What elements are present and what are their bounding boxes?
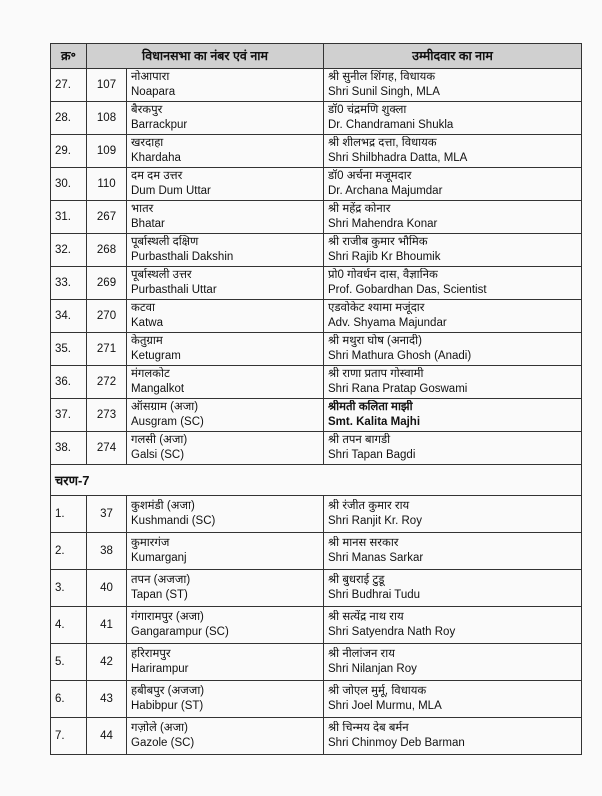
candidate-name: [324, 234, 582, 267]
serial-number: 6.: [51, 681, 87, 718]
serial-number: 3.: [51, 570, 87, 607]
constituency-name: [127, 718, 324, 755]
constituency-name-hindi: कुशमंडी (अजा): [131, 500, 195, 512]
candidate-name: [324, 267, 582, 300]
serial-number: 37.: [51, 399, 87, 432]
candidate-name-hindi: श्री चिन्मय देब बर्मन: [328, 722, 409, 734]
constituency-name: [127, 69, 324, 102]
constituency-name: [127, 267, 324, 300]
candidate-name-hindi: श्री मानस सरकार: [328, 537, 399, 549]
phase-label: चरण-7: [51, 465, 582, 496]
constituency-name: [127, 533, 324, 570]
constituency-number: 109: [87, 135, 127, 168]
candidate-name: [324, 399, 582, 432]
constituency-name-english: Gazole (SC): [131, 737, 195, 749]
candidate-name: [324, 681, 582, 718]
candidate-name-hindi: प्रो0 गोवर्धन दास, वैज्ञानिक: [328, 269, 438, 281]
table-row: [51, 644, 582, 681]
constituency-number: 42: [87, 644, 127, 681]
candidate-name: [324, 201, 582, 234]
candidate-name-english: Adv. Shyama Majundar: [328, 317, 447, 329]
constituency-number: 270: [87, 300, 127, 333]
candidate-name-english: Dr. Chandramani Shukla: [328, 119, 454, 131]
candidate-name-english: Shri Manas Sarkar: [328, 552, 424, 564]
candidate-name-english: Shri Rana Pratap Goswami: [328, 383, 468, 395]
header-serial: क्र॰: [51, 44, 87, 69]
candidate-name: [324, 300, 582, 333]
table-row: [51, 69, 582, 102]
constituency-number: 273: [87, 399, 127, 432]
constituency-name: [127, 366, 324, 399]
constituency-number: 41: [87, 607, 127, 644]
constituency-name-hindi: तपन (अजजा): [131, 574, 191, 586]
constituency-name: [127, 234, 324, 267]
table-row: [51, 496, 582, 533]
candidate-name-english: Shri Chinmoy Deb Barman: [328, 737, 465, 749]
candidate-name: [324, 607, 582, 644]
table-header-row: [51, 44, 582, 69]
constituency-name: [127, 300, 324, 333]
candidate-name-hindi: श्री मथुरा घोष (अनादी): [328, 335, 422, 347]
candidate-name-english: Shri Nilanjan Roy: [328, 663, 417, 675]
constituency-number: 40: [87, 570, 127, 607]
constituency-number: 37: [87, 496, 127, 533]
serial-number: 32.: [51, 234, 87, 267]
table-row: [51, 168, 582, 201]
candidate-name-english: Shri Rajib Kr Bhoumik: [328, 251, 441, 263]
constituency-number: 107: [87, 69, 127, 102]
serial-number: 35.: [51, 333, 87, 366]
table-row: [51, 533, 582, 570]
constituency-number: 267: [87, 201, 127, 234]
candidate-name-english: Shri Ranjit Kr. Roy: [328, 515, 422, 527]
constituency-name-hindi: ऑसग्राम (अजा): [131, 401, 199, 413]
serial-number: 4.: [51, 607, 87, 644]
constituency-number: 269: [87, 267, 127, 300]
constituency-name-english: Kushmandi (SC): [131, 515, 216, 527]
constituency-number: 268: [87, 234, 127, 267]
constituency-name-english: Bhatar: [131, 218, 165, 230]
constituency-name-english: Gangarampur (SC): [131, 626, 229, 638]
candidate-name-hindi: श्री बुधराई टुडू: [328, 574, 385, 586]
serial-number: 7.: [51, 718, 87, 755]
constituency-name-english: Ausgram (SC): [131, 416, 204, 428]
constituency-name-english: Galsi (SC): [131, 449, 185, 461]
candidate-name: [324, 644, 582, 681]
constituency-name-hindi: पूर्बास्थली दक्षिण: [131, 236, 199, 248]
table-row: [51, 102, 582, 135]
constituency-number: 272: [87, 366, 127, 399]
candidate-name-hindi: श्री राणा प्रताप गोस्वामी: [328, 368, 424, 380]
constituency-name-english: Katwa: [131, 317, 163, 329]
serial-number: 5.: [51, 644, 87, 681]
constituency-name-english: Habibpur (ST): [131, 700, 204, 712]
constituency-name-hindi: बैरकपुर: [131, 104, 163, 116]
candidate-name-hindi: श्री तपन बागडी: [328, 434, 391, 446]
candidate-name-hindi: श्री जोएल मुर्मू, विधायक: [328, 685, 427, 697]
header-constituency: विधानसभा का नंबर एवं नाम: [87, 44, 324, 69]
constituency-name: [127, 432, 324, 465]
table-row: [51, 399, 582, 432]
serial-number: 34.: [51, 300, 87, 333]
constituency-number: 274: [87, 432, 127, 465]
constituency-name-english: Tapan (ST): [131, 589, 188, 601]
candidate-name-hindi: डॉ0 चंद्रमणि शुक्ला: [328, 104, 407, 116]
constituency-name-hindi: नोआपारा: [131, 71, 170, 83]
candidate-name-hindi: श्री शीलभद्र दत्ता, विधायक: [328, 137, 437, 149]
candidate-name-english: Dr. Archana Majumdar: [328, 185, 443, 197]
serial-number: 33.: [51, 267, 87, 300]
constituency-number: 44: [87, 718, 127, 755]
serial-number: 29.: [51, 135, 87, 168]
serial-number: 31.: [51, 201, 87, 234]
constituency-name-english: Dum Dum Uttar: [131, 185, 211, 197]
constituency-name-english: Barrackpur: [131, 119, 188, 131]
table-row: [51, 432, 582, 465]
constituency-name: [127, 333, 324, 366]
table-row: [51, 570, 582, 607]
table-row: [51, 333, 582, 366]
candidate-name-english: Shri Shilbhadra Datta, MLA: [328, 152, 468, 164]
constituency-name-english: Harirampur: [131, 663, 189, 675]
constituency-name: [127, 681, 324, 718]
candidate-name-english: Shri Sunil Singh, MLA: [328, 86, 440, 98]
table-row: [51, 201, 582, 234]
constituency-name-english: Purbasthali Uttar: [131, 284, 217, 296]
candidate-name-hindi: श्री सुनील शिंगह, विधायक: [328, 71, 436, 83]
candidate-name: [324, 333, 582, 366]
candidate-name-hindi: श्री रंजीत कुमार राय: [328, 500, 410, 512]
constituency-name-hindi: हरिरामपुर: [131, 648, 171, 660]
candidate-name: [324, 366, 582, 399]
constituency-name: [127, 168, 324, 201]
constituency-name: [127, 399, 324, 432]
constituency-name-hindi: गंगारामपुर (अजा): [131, 611, 204, 623]
candidate-name-english: Shri Joel Murmu, MLA: [328, 700, 442, 712]
constituency-name: [127, 570, 324, 607]
candidate-name: [324, 69, 582, 102]
candidate-name-english: Shri Satyendra Nath Roy: [328, 626, 456, 638]
candidate-list-document: [50, 43, 581, 755]
constituency-number: 43: [87, 681, 127, 718]
constituency-number: 110: [87, 168, 127, 201]
constituency-name-hindi: खरदाहा: [131, 137, 164, 149]
constituency-name-english: Ketugram: [131, 350, 181, 362]
constituency-name: [127, 607, 324, 644]
candidate-name: [324, 168, 582, 201]
constituency-name: [127, 644, 324, 681]
candidate-name-english: Shri Budhrai Tudu: [328, 589, 421, 601]
candidate-name: [324, 533, 582, 570]
candidate-name-hindi: श्रीमती कलिता माझी: [328, 401, 413, 413]
candidate-name-hindi: डॉ0 अर्चना मजूमदार: [328, 170, 412, 182]
candidate-name: [324, 135, 582, 168]
table-row: [51, 267, 582, 300]
constituency-name-english: Mangalkot: [131, 383, 185, 395]
header-candidate: उम्मीदवार का नाम: [324, 44, 582, 69]
table-row: [51, 681, 582, 718]
serial-number: 38.: [51, 432, 87, 465]
constituency-name-english: Khardaha: [131, 152, 181, 164]
candidate-name-english: Shri Mathura Ghosh (Anadi): [328, 350, 472, 362]
constituency-name-english: Kumarganj: [131, 552, 187, 564]
constituency-name-hindi: कटवा: [131, 302, 156, 314]
candidate-table: [50, 43, 582, 755]
candidate-name: [324, 432, 582, 465]
candidate-name-hindi: एडवोकेट श्यामा मजूंदार: [328, 302, 425, 314]
constituency-name-hindi: गज़ोले (अजा): [131, 722, 188, 734]
candidate-name-hindi: श्री सत्येंद्र नाथ राय: [328, 611, 404, 623]
phase-row: [51, 465, 582, 496]
candidate-name-hindi: श्री महेंद्र कोनार: [328, 203, 391, 215]
serial-number: 1.: [51, 496, 87, 533]
constituency-name: [127, 102, 324, 135]
serial-number: 30.: [51, 168, 87, 201]
constituency-number: 108: [87, 102, 127, 135]
serial-number: 2.: [51, 533, 87, 570]
constituency-name-hindi: भातर: [131, 203, 154, 215]
constituency-name-hindi: गलसी (अजा): [131, 434, 188, 446]
table-row: [51, 135, 582, 168]
constituency-name-english: Purbasthali Dakshin: [131, 251, 234, 263]
candidate-name-english: Shri Tapan Bagdi: [328, 449, 416, 461]
candidate-name: [324, 718, 582, 755]
candidate-name-english: Shri Mahendra Konar: [328, 218, 438, 230]
constituency-name-english: Noapara: [131, 86, 176, 98]
candidate-name: [324, 496, 582, 533]
candidate-name-english: Smt. Kalita Majhi: [328, 416, 421, 428]
candidate-name-english: Prof. Gobardhan Das, Scientist: [328, 284, 487, 296]
constituency-name: [127, 135, 324, 168]
constituency-name-hindi: हबीबपुर (अजजा): [131, 685, 205, 697]
constituency-name: [127, 496, 324, 533]
candidate-name-hindi: श्री नीलांजन राय: [328, 648, 395, 660]
candidate-name: [324, 102, 582, 135]
constituency-name: [127, 201, 324, 234]
constituency-name-hindi: दम दम उत्तर: [131, 170, 183, 182]
constituency-name-hindi: कुमारगंज: [131, 537, 170, 549]
table-row: [51, 234, 582, 267]
candidate-name: [324, 570, 582, 607]
table-row: [51, 718, 582, 755]
serial-number: 27.: [51, 69, 87, 102]
table-row: [51, 300, 582, 333]
table-row: [51, 607, 582, 644]
table-row: [51, 366, 582, 399]
candidate-name-hindi: श्री राजीब कुमार भौमिक: [328, 236, 428, 248]
constituency-number: 38: [87, 533, 127, 570]
constituency-number: 271: [87, 333, 127, 366]
constituency-name-hindi: केतुग्राम: [131, 335, 163, 347]
constituency-name-hindi: मंगलकोट: [131, 368, 170, 380]
constituency-name-hindi: पूर्बास्थली उत्तर: [131, 269, 192, 281]
serial-number: 36.: [51, 366, 87, 399]
serial-number: 28.: [51, 102, 87, 135]
